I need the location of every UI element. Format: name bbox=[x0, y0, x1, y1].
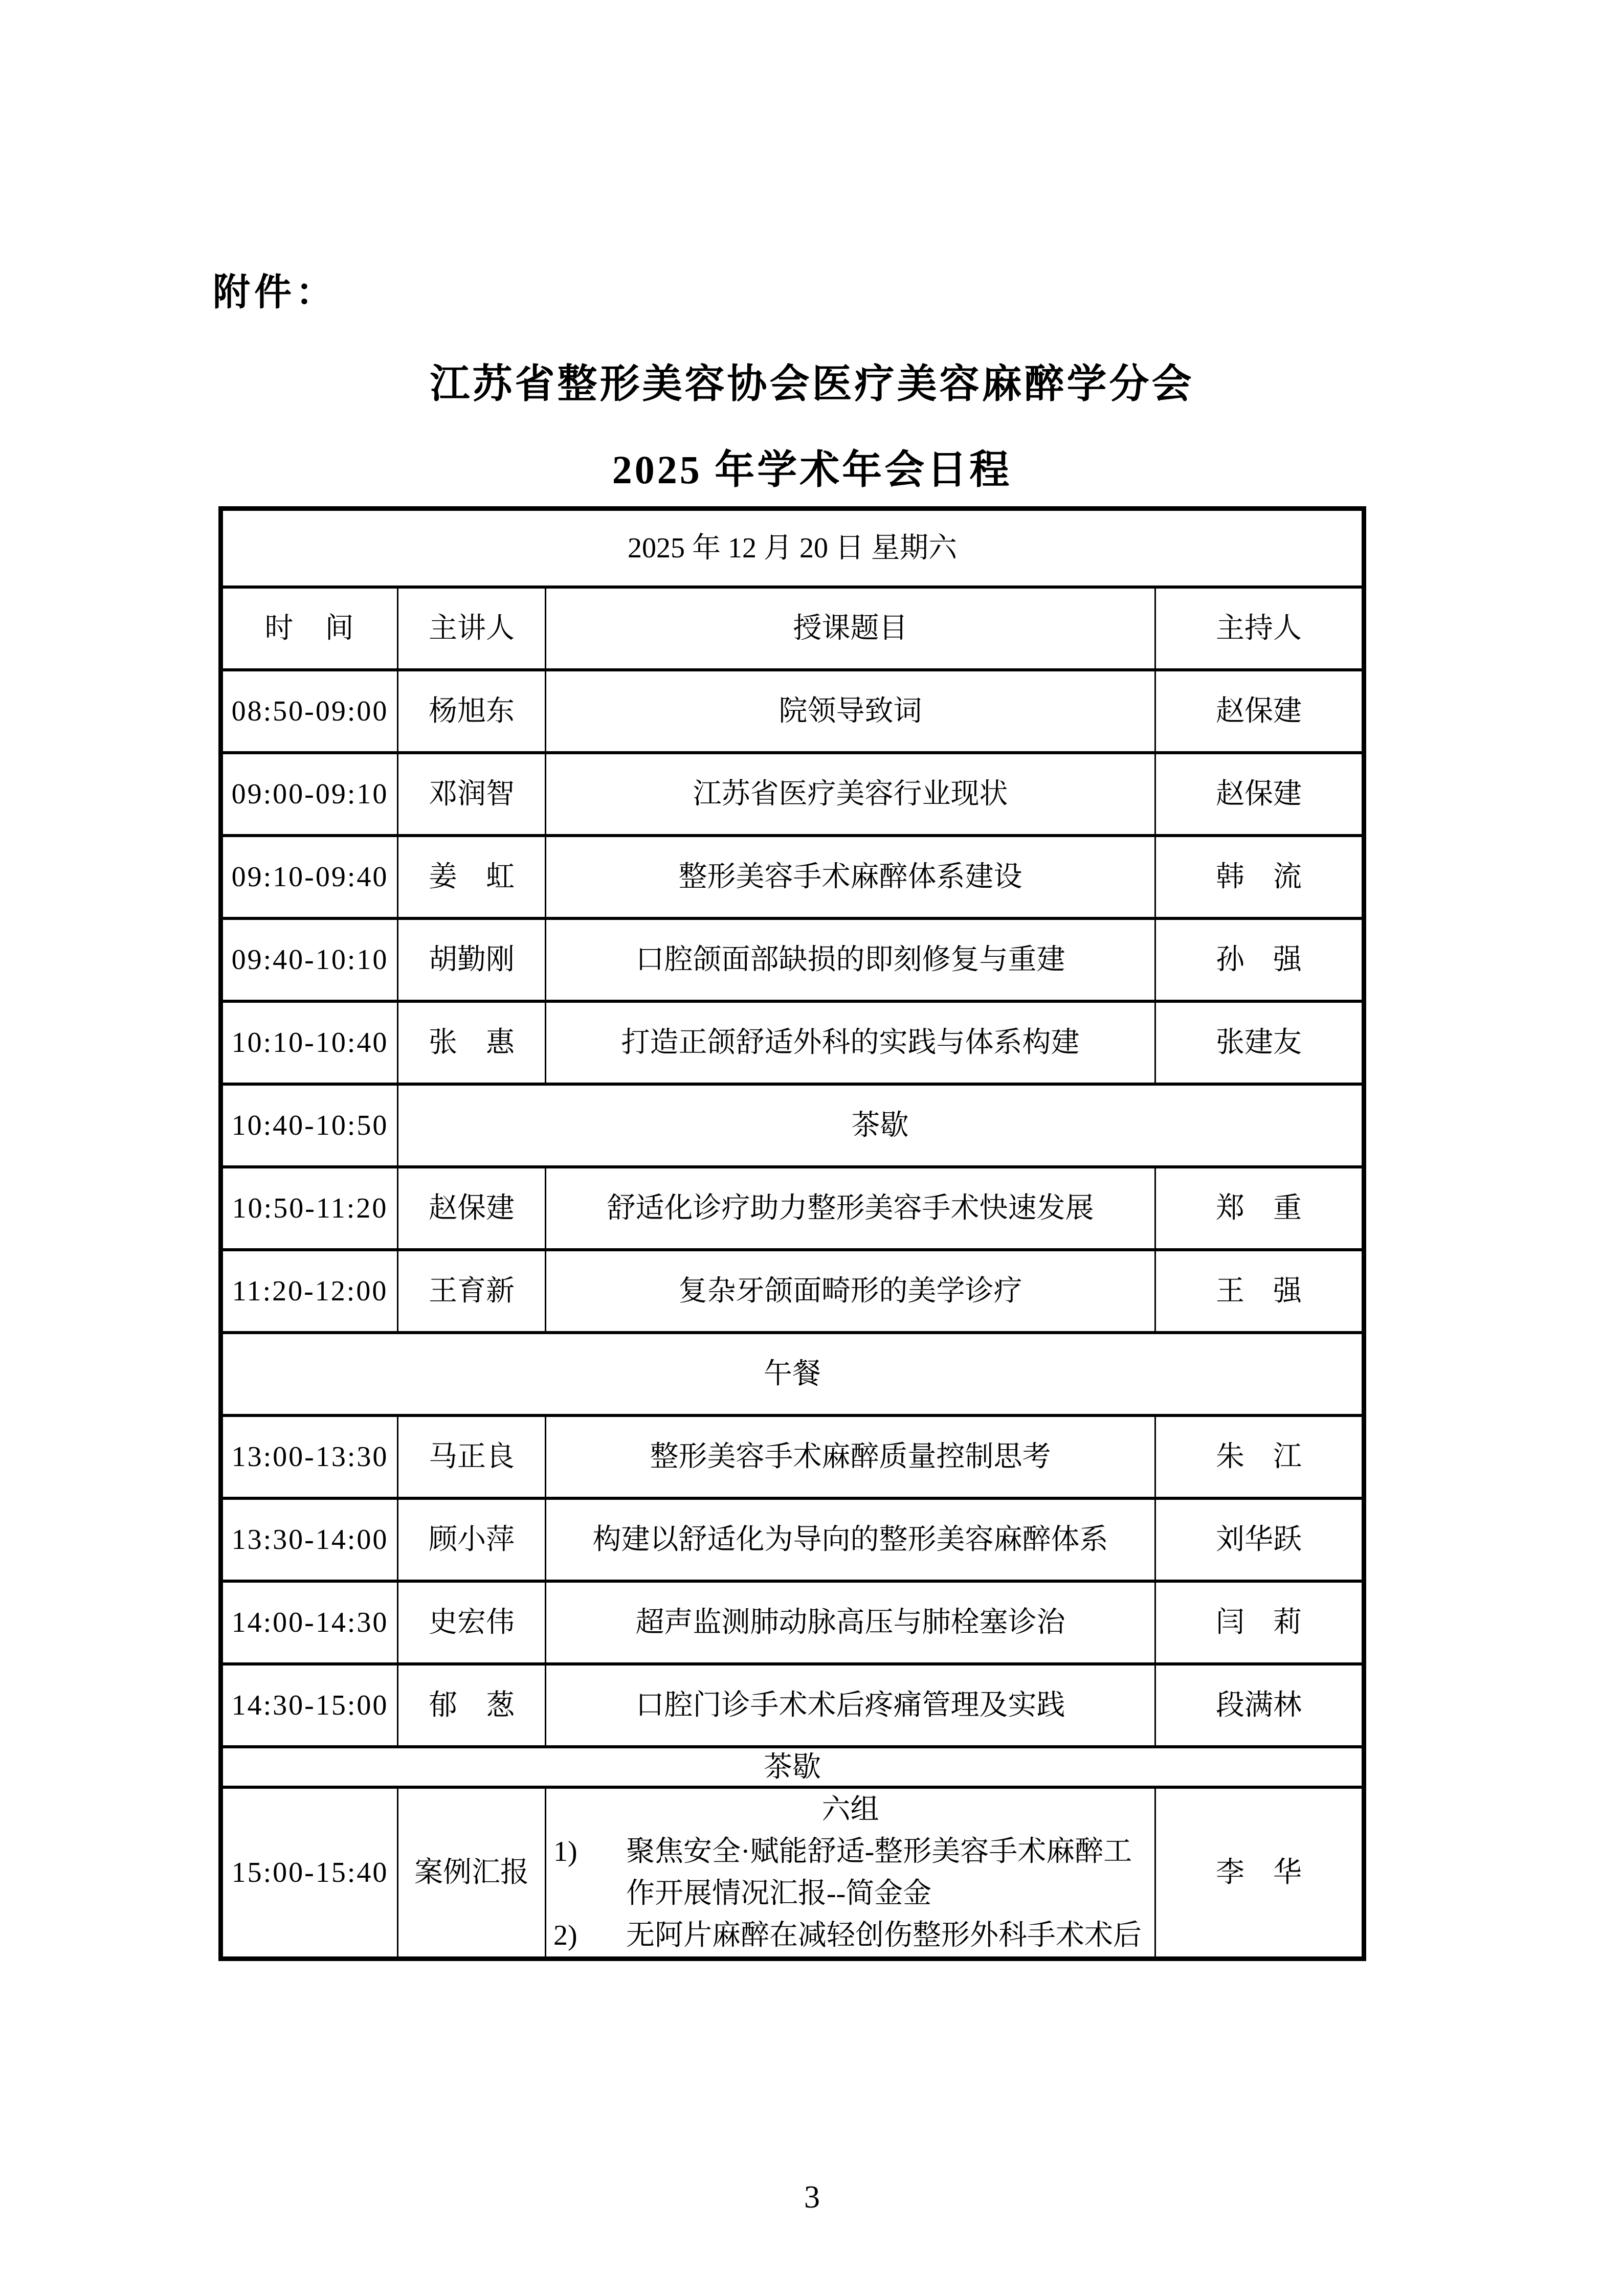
speaker-cell: 张 惠 bbox=[398, 1001, 546, 1084]
table-row-date bbox=[221, 509, 1364, 588]
topic-cell: 院领导致词 bbox=[546, 670, 1155, 753]
table-row bbox=[221, 753, 1364, 836]
schedule-table bbox=[218, 506, 1366, 1961]
time-cell: 15:00-15:40 bbox=[221, 1787, 398, 1959]
case-item-text: 无阿片麻醉在减轻创伤整形外科手术术后 bbox=[626, 1920, 1142, 1951]
host-cell: 赵保建 bbox=[1155, 753, 1364, 836]
case-item-number: 1) bbox=[553, 1836, 577, 1867]
time-cell: 10:50-11:20 bbox=[221, 1167, 398, 1250]
table-row-header bbox=[221, 587, 1364, 670]
document-title-line1: 江苏省整形美容协会医疗美容麻醉学分会 bbox=[430, 362, 1194, 406]
table-row-break bbox=[221, 1084, 1364, 1167]
speaker-cell: 马正良 bbox=[398, 1415, 546, 1498]
table-row bbox=[221, 1581, 1364, 1664]
speaker-cell: 顾小萍 bbox=[398, 1498, 546, 1581]
table-row bbox=[221, 1498, 1364, 1581]
column-header-topic: 授课题目 bbox=[546, 587, 1155, 670]
speaker-cell: 姜 虹 bbox=[398, 836, 546, 918]
table-row bbox=[221, 1167, 1364, 1250]
host-cell: 王 强 bbox=[1155, 1250, 1364, 1333]
time-cell: 09:10-09:40 bbox=[221, 836, 398, 918]
time-cell: 09:00-09:10 bbox=[221, 753, 398, 836]
table-row-case-report bbox=[221, 1787, 1364, 1959]
topic-cell bbox=[546, 1787, 1155, 1959]
topic-cell: 复杂牙颌面畸形的美学诊疗 bbox=[546, 1250, 1155, 1333]
topic-cell: 打造正颌舒适外科的实践与体系构建 bbox=[546, 1001, 1155, 1084]
break-label-cell: 午餐 bbox=[221, 1333, 1364, 1415]
host-cell: 闫 莉 bbox=[1155, 1581, 1364, 1664]
speaker-cell: 史宏伟 bbox=[398, 1581, 546, 1664]
topic-cell: 整形美容手术麻醉体系建设 bbox=[546, 836, 1155, 918]
speaker-cell: 杨旭东 bbox=[398, 670, 546, 753]
case-group-label: 六组 bbox=[821, 1794, 879, 1826]
speaker-cell: 胡勤刚 bbox=[398, 918, 546, 1001]
host-cell: 郑 重 bbox=[1155, 1167, 1364, 1250]
topic-cell: 口腔颌面部缺损的即刻修复与重建 bbox=[546, 918, 1155, 1001]
time-cell: 14:00-14:30 bbox=[221, 1581, 398, 1664]
column-header-host: 主持人 bbox=[1155, 587, 1364, 670]
case-item-text: 聚焦安全·赋能舒适-整形美容手术麻醉工作开展情况汇报--简金金 bbox=[626, 1836, 1132, 1909]
attachment-label: 附件： bbox=[213, 272, 337, 313]
table-row bbox=[221, 918, 1364, 1001]
break-label-cell: 茶歇 bbox=[398, 1084, 1364, 1167]
time-cell: 10:40-10:50 bbox=[221, 1084, 398, 1167]
column-header-time: 时 间 bbox=[221, 587, 398, 670]
host-cell: 赵保建 bbox=[1155, 670, 1364, 753]
case-item-number: 2) bbox=[553, 1920, 577, 1951]
case-item bbox=[550, 1831, 1150, 1915]
table-row bbox=[221, 1001, 1364, 1084]
speaker-cell: 案例汇报 bbox=[398, 1787, 546, 1959]
host-cell: 刘华跃 bbox=[1155, 1498, 1364, 1581]
speaker-cell: 王育新 bbox=[398, 1250, 546, 1333]
topic-cell: 超声监测肺动脉高压与肺栓塞诊治 bbox=[546, 1581, 1155, 1664]
topic-cell: 整形美容手术麻醉质量控制思考 bbox=[546, 1415, 1155, 1498]
table-row-break bbox=[221, 1747, 1364, 1787]
time-cell: 14:30-15:00 bbox=[221, 1664, 398, 1747]
time-cell: 11:20-12:00 bbox=[221, 1250, 398, 1333]
speaker-cell: 郁 葱 bbox=[398, 1664, 546, 1747]
time-cell: 10:10-10:40 bbox=[221, 1001, 398, 1084]
time-cell: 13:30-14:00 bbox=[221, 1498, 398, 1581]
host-cell: 孙 强 bbox=[1155, 918, 1364, 1001]
host-cell: 李 华 bbox=[1155, 1787, 1364, 1959]
table-row bbox=[221, 1664, 1364, 1747]
topic-cell: 舒适化诊疗助力整形美容手术快速发展 bbox=[546, 1167, 1155, 1250]
time-cell: 09:40-10:10 bbox=[221, 918, 398, 1001]
case-item bbox=[550, 1915, 1150, 1956]
page-number: 3 bbox=[804, 2180, 820, 2215]
speaker-cell: 邓润智 bbox=[398, 753, 546, 836]
topic-cell: 口腔门诊手术术后疼痛管理及实践 bbox=[546, 1664, 1155, 1747]
topic-cell: 江苏省医疗美容行业现状 bbox=[546, 753, 1155, 836]
host-cell: 朱 江 bbox=[1155, 1415, 1364, 1498]
host-cell: 韩 流 bbox=[1155, 836, 1364, 918]
column-header-speaker: 主讲人 bbox=[398, 587, 546, 670]
table-row bbox=[221, 836, 1364, 918]
table-row bbox=[221, 1415, 1364, 1498]
host-cell: 段满林 bbox=[1155, 1664, 1364, 1747]
table-row bbox=[221, 1250, 1364, 1333]
time-cell: 08:50-09:00 bbox=[221, 670, 398, 753]
table-row-break bbox=[221, 1333, 1364, 1415]
host-cell: 张建友 bbox=[1155, 1001, 1364, 1084]
document-title-line2: 2025 年学术年会日程 bbox=[612, 447, 1012, 492]
date-header-cell: 2025 年 12 月 20 日 星期六 bbox=[221, 509, 1364, 588]
time-cell: 13:00-13:30 bbox=[221, 1415, 398, 1498]
topic-cell: 构建以舒适化为导向的整形美容麻醉体系 bbox=[546, 1498, 1155, 1581]
break-label-cell: 茶歇 bbox=[221, 1747, 1364, 1787]
speaker-cell: 赵保建 bbox=[398, 1167, 546, 1250]
table-row bbox=[221, 670, 1364, 753]
